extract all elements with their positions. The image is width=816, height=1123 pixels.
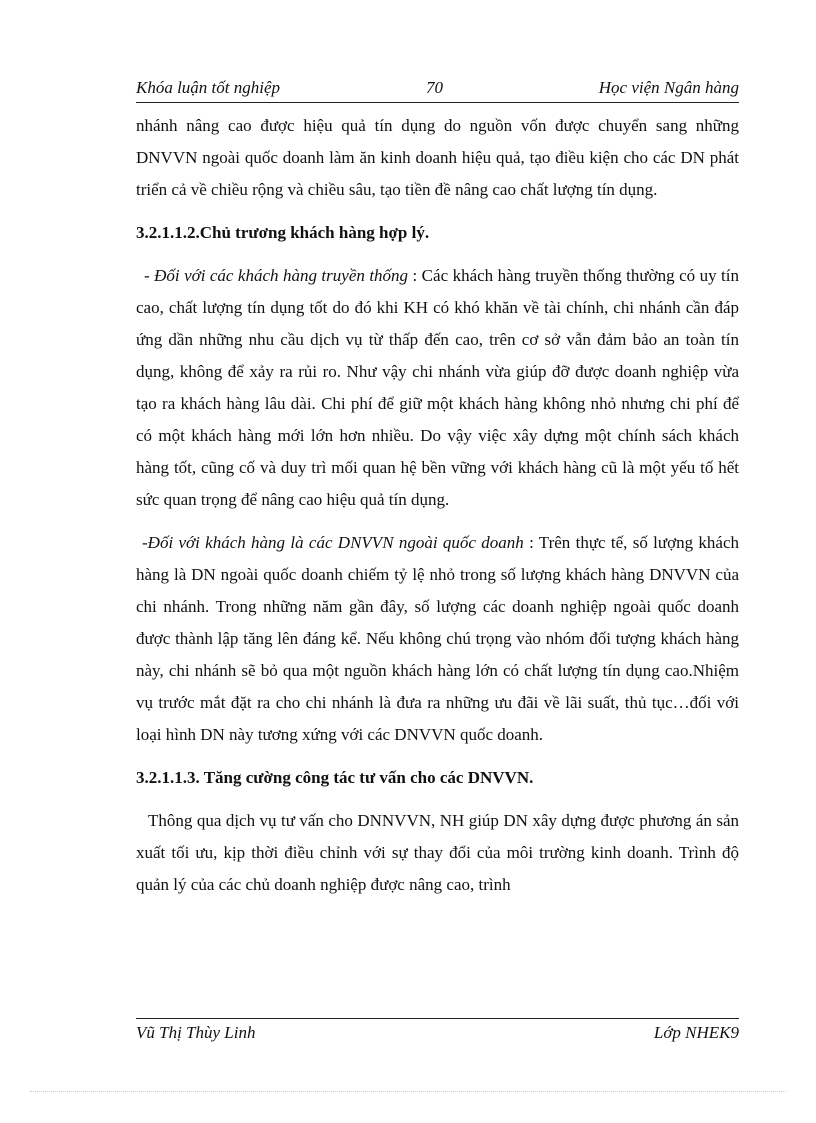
bullet-dash: - bbox=[144, 266, 155, 285]
header-institution: Học viện Ngân hàng bbox=[598, 78, 739, 97]
paragraph-lead-in: Đối với các khách hàng truyền thống bbox=[154, 266, 409, 285]
page-footer bbox=[136, 1018, 739, 1045]
paragraph-text: : Các khách hàng truyền thống thường có uy tín cao, chất lượng tín dụng tốt do đó khi KH có khó khăn về tài chính, chi nhánh cần đáp ứng dần những nhu cầu dịch vụ từ thấp đến cao, trên cơ sở vẫn đảm bảo an toàn tín dụng, không để xảy ra rủi ro. Như vậy chi nhánh vừa giúp đỡ được doanh nghiệp vừa tạo ra khách hàng lâu dài. Chi phí để giữ một khách hàng không nhỏ nhưng chi phí để có một khách hàng mới lớn hơn nhiều. Do vậy việc xây dựng một chính sách khách hàng tốt, cũng cố và duy trì mối quan hệ bền vững với khách hàng cũ là một yếu tố hết sức quan trọng để nâng cao hiệu quả tín dụng. bbox=[136, 266, 739, 509]
section-heading-3-2-1-1-3: 3.2.1.1.3. Tăng cường công tác tư vấn cho các DNVVN. bbox=[136, 768, 534, 787]
page-header bbox=[136, 76, 739, 103]
section-heading-3-2-1-1-2: 3.2.1.1.2.Chủ trương khách hàng hợp lý. bbox=[136, 223, 430, 242]
paragraph-text: : Trên thực tế, số lượng khách hàng là DN ngoài quốc doanh chiếm tỷ lệ nhỏ trong số lượng khách hàng DNVVN của chi nhánh. Trong những năm gần đây, số lượng các doanh nghiệp ngoài quốc doanh được thành lập tăng lên đáng kể. Nếu không chú trọng vào nhóm đối tượng khách hàng này, chi nhánh sẽ bỏ qua một nguồn khách hàng lớn có chất lượng tín dụng cao.Nhiệm vụ trước mắt đặt ra cho chi nhánh là đưa ra những ưu đãi về lãi suất, thủ tục…đối với loại hình DN này tương xứng với các DNVVN quốc doanh. bbox=[136, 533, 739, 744]
paragraph-traditional-customers bbox=[136, 260, 739, 516]
footer-class: Lớp NHEK9 bbox=[653, 1023, 739, 1042]
bullet-dash: - bbox=[142, 533, 148, 552]
footer-author: Vũ Thị Thùy Linh bbox=[136, 1023, 256, 1042]
header-thesis-label: Khóa luận tốt nghiệp bbox=[136, 78, 281, 97]
page-edge-divider bbox=[30, 1091, 786, 1092]
page-number: 70 bbox=[426, 78, 443, 97]
paragraph-continuation: nhánh nâng cao được hiệu quả tín dụng do nguồn vốn được chuyển sang những DNVVN ngoài quốc doanh làm ăn kinh doanh hiệu quả, tạo điều kiện cho các DN phát triển cả về chiều rộng và chiều sâu, tạo tiền đề nâng cao chất lượng tín dụng. bbox=[136, 116, 739, 199]
page-body bbox=[136, 110, 739, 901]
paragraph-lead-in: Đối với khách hàng là các DNVVN ngoài quốc doanh bbox=[147, 533, 524, 552]
paragraph-non-state-smes bbox=[136, 527, 739, 751]
paragraph-consulting: Thông qua dịch vụ tư vấn cho DNNVVN, NH giúp DN xây dựng được phương án sản xuất tối ưu, kịp thời điều chỉnh với sự thay đổi của môi trường kinh doanh. Trình độ quản lý của các chủ doanh nghiệp được nâng cao, trình bbox=[136, 811, 739, 894]
